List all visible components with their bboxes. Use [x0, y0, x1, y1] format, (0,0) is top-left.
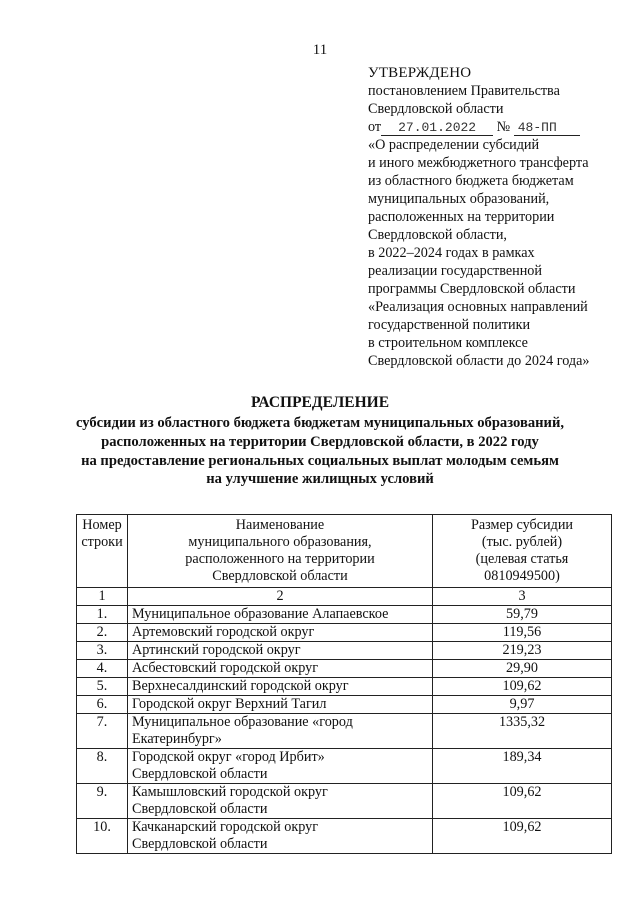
header-text-line: муниципального образования, — [188, 534, 372, 550]
municipality-name — [128, 678, 433, 696]
approval-text-line: в строительном комплексе — [368, 335, 528, 351]
approval-text-line: Свердловской области, — [368, 227, 507, 243]
subsidy-amount: 1335,32 — [433, 714, 612, 749]
row-number: 3. — [77, 642, 128, 660]
row-number: 10. — [77, 819, 128, 854]
approval-text-line: «Реализация основных направлений — [368, 299, 588, 315]
municipality-name — [128, 749, 433, 784]
column-number-row — [77, 588, 612, 606]
number-value: 48-ПП — [514, 120, 580, 136]
municipality-name-line: Верхнесалдинский городской округ — [132, 678, 349, 694]
approval-text-line: из областного бюджета бюджетам — [368, 173, 574, 189]
heading-text-line: расположенных на территории Свердловской области, в 2022 году — [101, 433, 539, 450]
subsidy-amount: 219,23 — [433, 642, 612, 660]
municipality-name-line: Артинский городской округ — [132, 642, 301, 658]
heading-text-line: на улучшение жилищных условий — [206, 471, 434, 488]
subsidy-amount: 29,90 — [433, 660, 612, 678]
approval-text-line: муниципальных образований, — [368, 191, 550, 207]
row-number: 4. — [77, 660, 128, 678]
row-number: 7. — [77, 714, 128, 749]
municipality-name — [128, 696, 433, 714]
approval-text-line: Свердловской области до 2024 года» — [368, 353, 590, 369]
row-number: 5. — [77, 678, 128, 696]
heading-subtitle — [0, 414, 640, 489]
header-text-line: (тыс. рублей) — [481, 534, 563, 550]
row-number: 8. — [77, 749, 128, 784]
document-heading — [0, 394, 640, 489]
table-row — [77, 714, 612, 749]
municipality-name-line: Свердловской области — [132, 801, 268, 817]
row-number: 6. — [77, 696, 128, 714]
heading-text-line: субсидии из областного бюджета бюджетам муниципальных образований, — [76, 415, 564, 431]
municipality-name-line: Качканарский городской округ — [132, 819, 319, 835]
header-text-line: строки — [81, 534, 123, 550]
municipality-name — [128, 819, 433, 854]
subsidy-amount: 109,62 — [433, 784, 612, 819]
table-row — [77, 749, 612, 784]
municipality-name-line: Екатеринбург» — [132, 731, 222, 747]
table-header-row — [77, 515, 612, 588]
table-row — [77, 819, 612, 854]
approval-text-line: государственной политики — [368, 317, 531, 333]
row-number: 9. — [77, 784, 128, 819]
municipality-name — [128, 714, 433, 749]
table-row — [77, 784, 612, 819]
table-row — [77, 606, 612, 624]
municipality-name — [128, 642, 433, 660]
approval-text-line: в 2022–2024 годах в рамках — [368, 245, 535, 261]
number-prefix: № — [496, 119, 511, 135]
row-number: 2. — [77, 624, 128, 642]
municipality-name — [128, 784, 433, 819]
municipality-name-line: Асбестовский городской округ — [132, 660, 319, 676]
table-row — [77, 696, 612, 714]
header-text-line: Размер субсидии — [470, 517, 574, 533]
header-municipality-name — [128, 515, 433, 588]
municipality-name-line: Артемовский городской округ — [132, 624, 315, 640]
column-number: 1 — [77, 588, 128, 606]
header-text-line: (целевая статья — [475, 551, 569, 567]
municipality-name — [128, 624, 433, 642]
approval-date-line — [368, 118, 630, 136]
approval-text-line: и иного межбюджетного трансферта — [368, 155, 589, 171]
subsidy-amount: 9,97 — [433, 696, 612, 714]
subsidy-table — [76, 514, 612, 854]
approval-text-line: «О распределении субсидий — [368, 137, 540, 153]
approval-line: постановлением Правительства — [368, 83, 560, 99]
subsidy-amount: 109,62 — [433, 678, 612, 696]
date-value: 27.01.2022 — [381, 120, 493, 136]
header-subsidy-amount — [433, 515, 612, 588]
header-text-line: Номер — [82, 517, 122, 533]
header-text-line: расположенного на территории — [185, 551, 375, 567]
municipality-name-line: Свердловской области — [132, 766, 268, 782]
header-text-line: Наименование — [235, 517, 325, 533]
table-row — [77, 624, 612, 642]
municipality-name-line: Городской округ Верхний Тагил — [132, 696, 327, 712]
approval-text-line: реализации государственной — [368, 263, 542, 279]
subsidy-amount: 119,56 — [433, 624, 612, 642]
header-text-line: 0810949500) — [484, 568, 560, 584]
approval-description — [368, 136, 630, 370]
municipality-name-line: Муниципальное образование Алапаевское — [132, 606, 389, 622]
subsidy-amount: 59,79 — [433, 606, 612, 624]
row-number: 1. — [77, 606, 128, 624]
header-text-line: Свердловской области — [212, 568, 348, 584]
header-row-number — [77, 515, 128, 588]
table-row — [77, 660, 612, 678]
subsidy-amount: 109,62 — [433, 819, 612, 854]
municipality-name-line: Камышловский городской округ — [132, 784, 328, 800]
page-number: 11 — [312, 42, 328, 58]
municipality-name-line: Городской округ «город Ирбит» — [132, 749, 325, 765]
municipality-name — [128, 606, 433, 624]
table-row — [77, 642, 612, 660]
subsidy-amount: 189,34 — [433, 749, 612, 784]
column-number: 2 — [128, 588, 433, 606]
column-number: 3 — [433, 588, 612, 606]
approval-text-line: расположенных на территории — [368, 209, 555, 225]
approval-line: Свердловской области — [368, 101, 504, 117]
municipality-name-line: Муниципальное образование «город — [132, 714, 353, 730]
approval-text-line: программы Свердловской области — [368, 281, 576, 297]
municipality-name — [128, 660, 433, 678]
approval-block — [368, 64, 630, 370]
heading-title: РАСПРЕДЕЛЕНИЕ — [250, 394, 390, 411]
heading-text-line: на предоставление региональных социальных выплат молодым семьям — [81, 452, 559, 469]
date-prefix: от — [368, 119, 382, 135]
municipality-name-line: Свердловской области — [132, 836, 268, 852]
approval-title: УТВЕРЖДЕНО — [368, 65, 472, 81]
table-row — [77, 678, 612, 696]
